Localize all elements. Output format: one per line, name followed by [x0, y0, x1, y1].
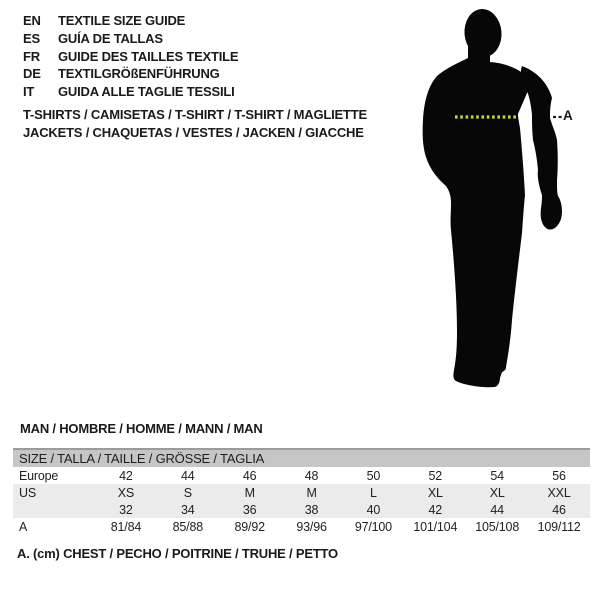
table-cell: S [183, 485, 192, 500]
table-cell: XL [427, 485, 443, 500]
language-row [23, 30, 238, 48]
language-label: GUIDE DES TAILLES TEXTILE [58, 48, 239, 64]
table-row-chest-a [13, 518, 590, 535]
row-label: US [19, 485, 36, 500]
table-cell: 105/108 [475, 519, 520, 534]
category-lines [23, 106, 367, 141]
man-silhouette-figure [390, 0, 600, 400]
table-cell: 89/92 [234, 519, 265, 534]
size-table-header-row [13, 449, 590, 467]
table-cell: XXL [547, 485, 571, 500]
table-cell: 97/100 [354, 519, 392, 534]
language-label: GUIDA ALLE TAGLIE TESSILI [58, 84, 235, 100]
table-cell: 48 [304, 468, 319, 483]
table-cell: 81/84 [110, 519, 142, 534]
language-code: IT [23, 84, 35, 100]
table-cell: 52 [428, 468, 443, 483]
language-code: EN [23, 13, 41, 28]
row-label [13, 501, 95, 518]
table-cell: 93/96 [296, 519, 327, 534]
language-code: FR [23, 48, 40, 64]
language-label: TEXTILGRÖßENFÜHRUNG [58, 66, 220, 82]
row-label: Europe [19, 468, 59, 483]
man-silhouette [390, 0, 600, 400]
silhouette-right-arm [521, 66, 562, 230]
category-line-jackets: JACKETS / CHAQUETAS / VESTES / JACKEN / GIACCHE [23, 124, 364, 140]
table-cell: L [370, 485, 377, 500]
table-row-europe [13, 467, 590, 484]
language-code: DE [23, 66, 41, 82]
table-cell: 36 [242, 502, 257, 517]
section-heading-man: MAN / HOMBRE / HOMME / MANN / MAN [20, 421, 263, 436]
table-cell: 38 [304, 502, 319, 517]
table-cell: 54 [490, 468, 504, 483]
language-row [23, 48, 238, 66]
language-code: ES [23, 30, 40, 46]
table-cell: M [306, 485, 317, 500]
language-label: TEXTILE SIZE GUIDE [58, 13, 186, 28]
table-cell: 46 [552, 502, 566, 517]
table-cell: 32 [119, 502, 133, 517]
table-cell: 56 [552, 468, 566, 483]
measurement-footnote: A. (cm) CHEST / PECHO / POITRINE / TRUHE / PETTO [17, 546, 338, 561]
table-cell: 50 [366, 468, 381, 483]
table-cell: XS [117, 485, 135, 500]
table-cell: 42 [428, 502, 443, 517]
language-list [23, 12, 238, 101]
language-label: GUÍA DE TALLAS [58, 30, 163, 46]
table-cell: 85/88 [172, 519, 203, 534]
language-row [23, 12, 238, 30]
silhouette-body [423, 56, 531, 387]
table-row-us [13, 484, 590, 501]
table-cell: M [244, 485, 255, 500]
table-cell: 40 [366, 502, 381, 517]
table-cell: 46 [242, 468, 257, 483]
table-cell: 109/112 [537, 519, 581, 534]
size-table [13, 448, 590, 535]
table-cell: 44 [490, 502, 504, 517]
category-line-tshirts: T-SHIRTS / CAMISETAS / T-SHIRT / T-SHIRT / MAGLIETTE [23, 107, 367, 122]
size-table-header: SIZE / TALLA / TAILLE / GRÖSSE / TAGLIA [13, 449, 590, 467]
table-cell: 101/104 [413, 519, 458, 534]
table-cell: XL [489, 485, 505, 500]
language-row [23, 83, 238, 101]
table-cell: 44 [181, 468, 195, 483]
table-cell: 34 [181, 502, 195, 517]
table-cell: 42 [119, 468, 133, 483]
row-label: A [19, 519, 28, 534]
language-row [23, 65, 238, 83]
table-row-numeric [13, 501, 590, 518]
measurement-a-label: A [563, 108, 573, 123]
